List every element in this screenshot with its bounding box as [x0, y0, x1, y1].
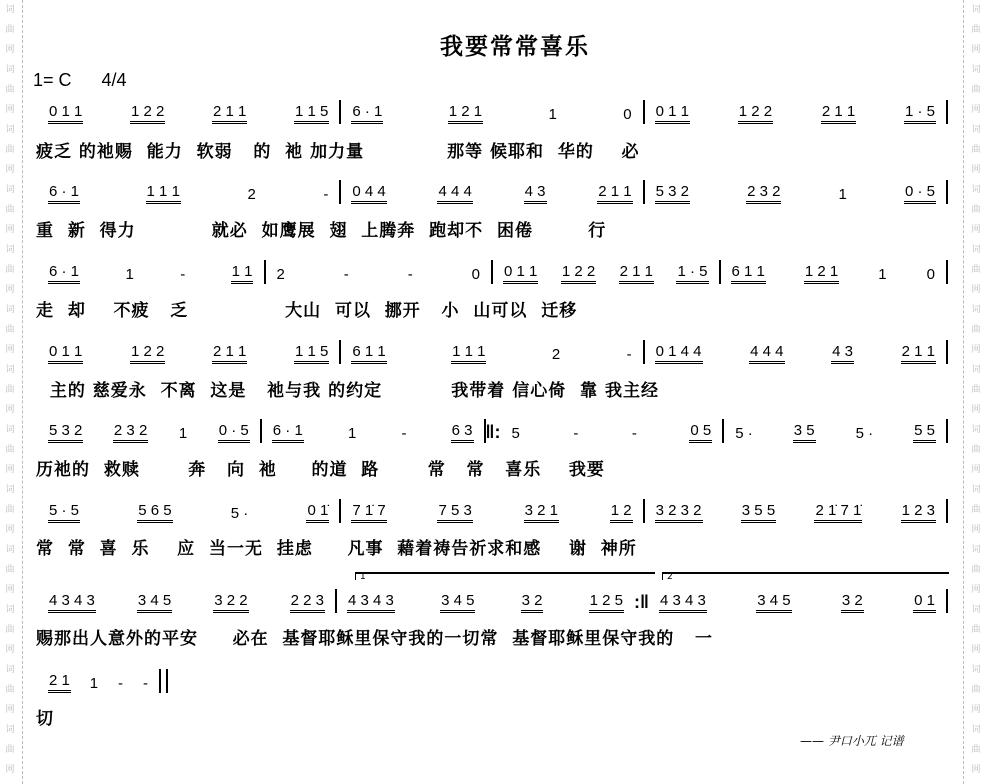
note-group: 1 2 2: [561, 263, 596, 284]
watermark-char: 网: [5, 405, 15, 415]
note-group: 1: [125, 266, 134, 283]
note-group: 2 1: [48, 672, 71, 693]
watermark-char: 词: [5, 245, 15, 255]
watermark-char: 词: [971, 65, 981, 75]
watermark-char: 词: [5, 665, 15, 675]
note-group: 1: [548, 106, 557, 123]
watermark-char: 词: [5, 485, 15, 495]
watermark-char: 词: [971, 485, 981, 495]
measure: [38, 103, 339, 124]
watermark-char: 网: [5, 705, 15, 715]
watermark-char: 词: [971, 665, 981, 675]
watermark-char: 词: [971, 305, 981, 315]
note-group: 1 2 3: [901, 502, 936, 523]
measure: [341, 103, 642, 124]
note-group: 1 1: [231, 263, 254, 284]
watermark-right: [968, 0, 984, 784]
measure: [38, 263, 264, 284]
note-group: -: [118, 675, 124, 692]
measure: [38, 502, 339, 523]
note-group: 1 1 5: [294, 103, 329, 124]
note-group: 5 ·: [855, 425, 874, 442]
watermark-char: 曲: [5, 325, 15, 335]
note-group: 2 1 1: [619, 263, 654, 284]
watermark-char: 词: [971, 425, 981, 435]
lyric-line: 历祂的 救赎 奔 向 祂 的道 路 常 常 喜乐 我要: [36, 460, 605, 480]
note-group: 5 · 5: [48, 502, 80, 523]
note-group: 1 1 1: [146, 183, 181, 204]
watermark-left: [2, 0, 18, 784]
note-group: 2: [276, 266, 285, 283]
note-group: 0 1: [913, 592, 936, 613]
note-group: 5 5: [913, 422, 936, 443]
measure: [645, 103, 946, 124]
note-group: 1 2 1: [804, 263, 839, 284]
watermark-char: 词: [971, 245, 981, 255]
watermark-char: 曲: [971, 325, 981, 335]
note-group: 4 3 4 3: [659, 592, 707, 613]
repeat-start-barline: ‖:: [485, 422, 501, 442]
volta-1: 1: [355, 572, 655, 580]
measure: [341, 502, 642, 523]
note-group: 3 2: [521, 592, 544, 613]
watermark-char: 词: [5, 125, 15, 135]
note-group: 1 2 2: [738, 103, 773, 124]
note-group: 0 1̇: [306, 502, 329, 523]
note-group: 0 1 4 4: [655, 343, 703, 364]
note-group: 2: [551, 346, 561, 363]
note-group: 6 3: [451, 422, 474, 443]
watermark-char: 网: [5, 285, 15, 295]
watermark-char: 曲: [971, 745, 981, 755]
watermark-char: 曲: [5, 265, 15, 275]
lyric-line: 赐那出人意外的平安 必在 基督耶稣里保守我的一切常 基督耶稣里保守我的 一: [36, 629, 714, 649]
note-group: 5 3 2: [48, 422, 83, 443]
measure: [38, 672, 159, 693]
note-group: 2: [247, 186, 256, 203]
note-group: 3 5 5: [741, 502, 776, 523]
notation-row: [38, 499, 948, 523]
watermark-char: 网: [971, 645, 981, 655]
note-group: 3 2 3 2: [655, 502, 703, 523]
measure: [38, 183, 339, 204]
watermark-char: 曲: [971, 25, 981, 35]
right-margin-line: [963, 0, 964, 784]
note-group: 3 4 5: [756, 592, 791, 613]
note-group: 6 · 1: [48, 183, 80, 204]
note-group: 2 1̇ 7 1̇: [814, 502, 862, 523]
lyric-line: 常 常 喜 乐 应 当一无 挂虑 凡事 藉着祷告祈求和感 谢 神所: [36, 539, 637, 559]
notation-row: [38, 260, 948, 284]
watermark-char: 曲: [5, 745, 15, 755]
note-group: 4 3: [524, 183, 547, 204]
watermark-char: 曲: [5, 85, 15, 95]
watermark-char: 词: [971, 545, 981, 555]
watermark-char: 网: [971, 765, 981, 775]
watermark-char: 词: [5, 365, 15, 375]
measure: [38, 592, 335, 613]
watermark-char: 词: [971, 365, 981, 375]
watermark-char: 网: [5, 165, 15, 175]
barline: [946, 340, 948, 364]
note-group: 4 4 4: [749, 343, 784, 364]
note-group: 1 1 1: [451, 343, 486, 364]
note-group: 0 1 1: [48, 103, 83, 124]
watermark-char: 曲: [5, 445, 15, 455]
watermark-char: 词: [971, 605, 981, 615]
measure: [38, 343, 339, 364]
notation-row: [38, 589, 948, 613]
note-group: 4 4 4: [437, 183, 472, 204]
note-group: 1 2 1: [448, 103, 483, 124]
note-group: 1: [89, 675, 99, 692]
watermark-char: 网: [971, 165, 981, 175]
note-group: 1: [878, 266, 887, 283]
note-group: 5: [511, 425, 520, 442]
lyric-line: 重 新 得力 就必 如鹰展 翅 上腾奔 跑却不 困倦 行: [36, 221, 607, 241]
watermark-char: 网: [5, 45, 15, 55]
barline: [946, 499, 948, 523]
watermark-char: 网: [5, 465, 15, 475]
watermark-char: 网: [5, 645, 15, 655]
lyric-line: 主的 慈爱永 不离 这是 祂与我 的约定 我带着 信心倚 靠 我主经: [36, 381, 659, 401]
watermark-char: 网: [5, 225, 15, 235]
note-group: 1: [838, 186, 847, 203]
barline: [946, 589, 948, 613]
note-group: 1 2 2: [130, 103, 165, 124]
repeat-end-barline: :‖: [634, 592, 649, 612]
watermark-char: 词: [971, 725, 981, 735]
watermark-char: 网: [971, 105, 981, 115]
note-group: 6 1 1: [351, 343, 386, 364]
measure: [645, 183, 946, 204]
note-group: -: [407, 266, 413, 283]
note-group: -: [343, 266, 349, 283]
watermark-char: 曲: [5, 685, 15, 695]
watermark-char: 网: [971, 705, 981, 715]
note-group: 6 · 1: [272, 422, 304, 443]
note-group: 0 4 4: [351, 183, 386, 204]
watermark-char: 网: [971, 225, 981, 235]
note-group: 2 2 3: [290, 592, 325, 613]
note-group: 0 1 1: [655, 103, 690, 124]
watermark-char: 网: [5, 765, 15, 775]
note-group: 3 2 1: [524, 502, 559, 523]
final-barline: [159, 669, 168, 693]
watermark-char: 词: [971, 5, 981, 15]
watermark-char: 网: [971, 405, 981, 415]
lyric-line: 走 却 不疲 乏 大山 可以 挪开 小 山可以 迁移: [36, 301, 578, 321]
watermark-char: 词: [5, 605, 15, 615]
note-group: 2 3 2: [113, 422, 148, 443]
watermark-char: 曲: [5, 505, 15, 515]
measure: [645, 343, 946, 364]
watermark-char: 网: [5, 585, 15, 595]
watermark-char: 曲: [5, 625, 15, 635]
note-group: 6 · 1: [48, 263, 80, 284]
note-group: 0 · 5: [904, 183, 936, 204]
watermark-char: 曲: [5, 565, 15, 575]
note-group: 6 · 1: [351, 103, 383, 124]
measure: [493, 263, 719, 284]
note-group: 2 1 1: [212, 343, 247, 364]
measure: [724, 422, 946, 443]
note-group: 0 · 5: [218, 422, 250, 443]
note-group: -: [573, 425, 579, 442]
note-group: 3 4 5: [137, 592, 172, 613]
watermark-char: 曲: [971, 445, 981, 455]
watermark-char: 网: [5, 345, 15, 355]
note-group: 3 2: [841, 592, 864, 613]
watermark-char: 曲: [971, 565, 981, 575]
note-group: -: [180, 266, 186, 283]
note-group: 5 ·: [735, 425, 753, 442]
measure: [262, 422, 484, 443]
note-group: 0: [471, 266, 480, 283]
measure: [645, 502, 946, 523]
watermark-char: 曲: [971, 265, 981, 275]
note-group: 3 5: [793, 422, 816, 443]
left-margin-line: [22, 0, 23, 784]
note-group: -: [142, 675, 148, 692]
watermark-char: 曲: [971, 145, 981, 155]
watermark-char: 词: [5, 425, 15, 435]
measure: [337, 592, 634, 613]
notation-row: [38, 419, 948, 443]
watermark-char: 网: [971, 465, 981, 475]
watermark-char: 曲: [5, 145, 15, 155]
barline: [946, 100, 948, 124]
watermark-char: 曲: [971, 625, 981, 635]
watermark-char: 曲: [5, 385, 15, 395]
note-group: -: [323, 186, 329, 203]
watermark-char: 网: [971, 525, 981, 535]
watermark-char: 曲: [971, 385, 981, 395]
barline: [946, 419, 948, 443]
note-group: 2 1 1: [901, 343, 936, 364]
note-group: 3 2 2: [213, 592, 248, 613]
key-signature: 1= C 4/4: [33, 70, 127, 90]
lyric-line: 切: [36, 709, 54, 729]
note-group: 7 1̇ 7: [351, 502, 386, 523]
lyric-line: 疲乏 的祂赐 能力 软弱 的 祂 加力量 那等 候耶和 华的 必: [36, 142, 640, 162]
notation-row: [38, 100, 948, 124]
note-group: 2 1 1: [212, 103, 247, 124]
watermark-char: 曲: [971, 505, 981, 515]
watermark-char: 网: [5, 105, 15, 115]
note-group: 4 3: [831, 343, 854, 364]
note-group: 0: [926, 266, 935, 283]
measure: [38, 422, 260, 443]
note-group: 0 5: [689, 422, 712, 443]
note-group: 1 2 2: [130, 343, 165, 364]
watermark-char: 词: [5, 545, 15, 555]
barline: [946, 260, 948, 284]
note-group: 5 6 5: [137, 502, 172, 523]
notation-row: [38, 180, 948, 204]
watermark-char: 词: [5, 65, 15, 75]
note-group: 1 2 5: [589, 592, 624, 613]
note-group: 1 · 5: [676, 263, 708, 284]
measure: [266, 266, 492, 284]
watermark-char: 词: [971, 185, 981, 195]
watermark-char: 词: [5, 185, 15, 195]
note-group: 0: [623, 106, 632, 123]
note-group: 2 1 1: [821, 103, 856, 124]
note-group: 6 1 1: [731, 263, 766, 284]
watermark-char: 网: [5, 525, 15, 535]
note-group: -: [631, 425, 637, 442]
note-group: 4 3 4 3: [347, 592, 395, 613]
credit: —— 尹口小兀 记谱: [800, 734, 904, 748]
note-group: 2 1 1: [597, 183, 632, 204]
song-title: 我要常常喜乐: [440, 34, 590, 60]
note-group: 4 3 4 3: [48, 592, 96, 613]
barline: [946, 180, 948, 204]
note-group: 1 · 5: [904, 103, 936, 124]
note-group: 5 ·: [230, 505, 249, 522]
note-group: 7 5 3: [437, 502, 472, 523]
note-group: -: [626, 346, 632, 363]
note-group: 0 1 1: [48, 343, 83, 364]
note-group: 1 2: [610, 502, 633, 523]
note-group: 3 4 5: [440, 592, 475, 613]
notation-row: [38, 669, 168, 693]
watermark-char: 曲: [5, 205, 15, 215]
measure: [500, 422, 722, 443]
note-group: 1: [347, 425, 357, 442]
watermark-char: 词: [5, 725, 15, 735]
measure: [721, 263, 947, 284]
measure: [341, 343, 642, 364]
note-group: 1 1 5: [294, 343, 329, 364]
measure: [649, 592, 946, 613]
watermark-char: 网: [971, 45, 981, 55]
note-group: 2 3 2: [746, 183, 781, 204]
watermark-char: 曲: [971, 685, 981, 695]
note-group: -: [401, 425, 407, 442]
watermark-char: 网: [971, 585, 981, 595]
watermark-char: 网: [971, 345, 981, 355]
watermark-char: 曲: [971, 205, 981, 215]
note-group: 5 3 2: [655, 183, 690, 204]
watermark-char: 曲: [5, 25, 15, 35]
watermark-char: 曲: [971, 85, 981, 95]
note-group: 0 1 1: [503, 263, 538, 284]
volta-2: 2: [662, 572, 949, 580]
notation-row: [38, 340, 948, 364]
note-group: 1: [178, 425, 188, 442]
watermark-char: 词: [971, 125, 981, 135]
watermark-char: 词: [5, 5, 15, 15]
watermark-char: 词: [5, 305, 15, 315]
watermark-char: 网: [971, 285, 981, 295]
measure: [341, 183, 642, 204]
